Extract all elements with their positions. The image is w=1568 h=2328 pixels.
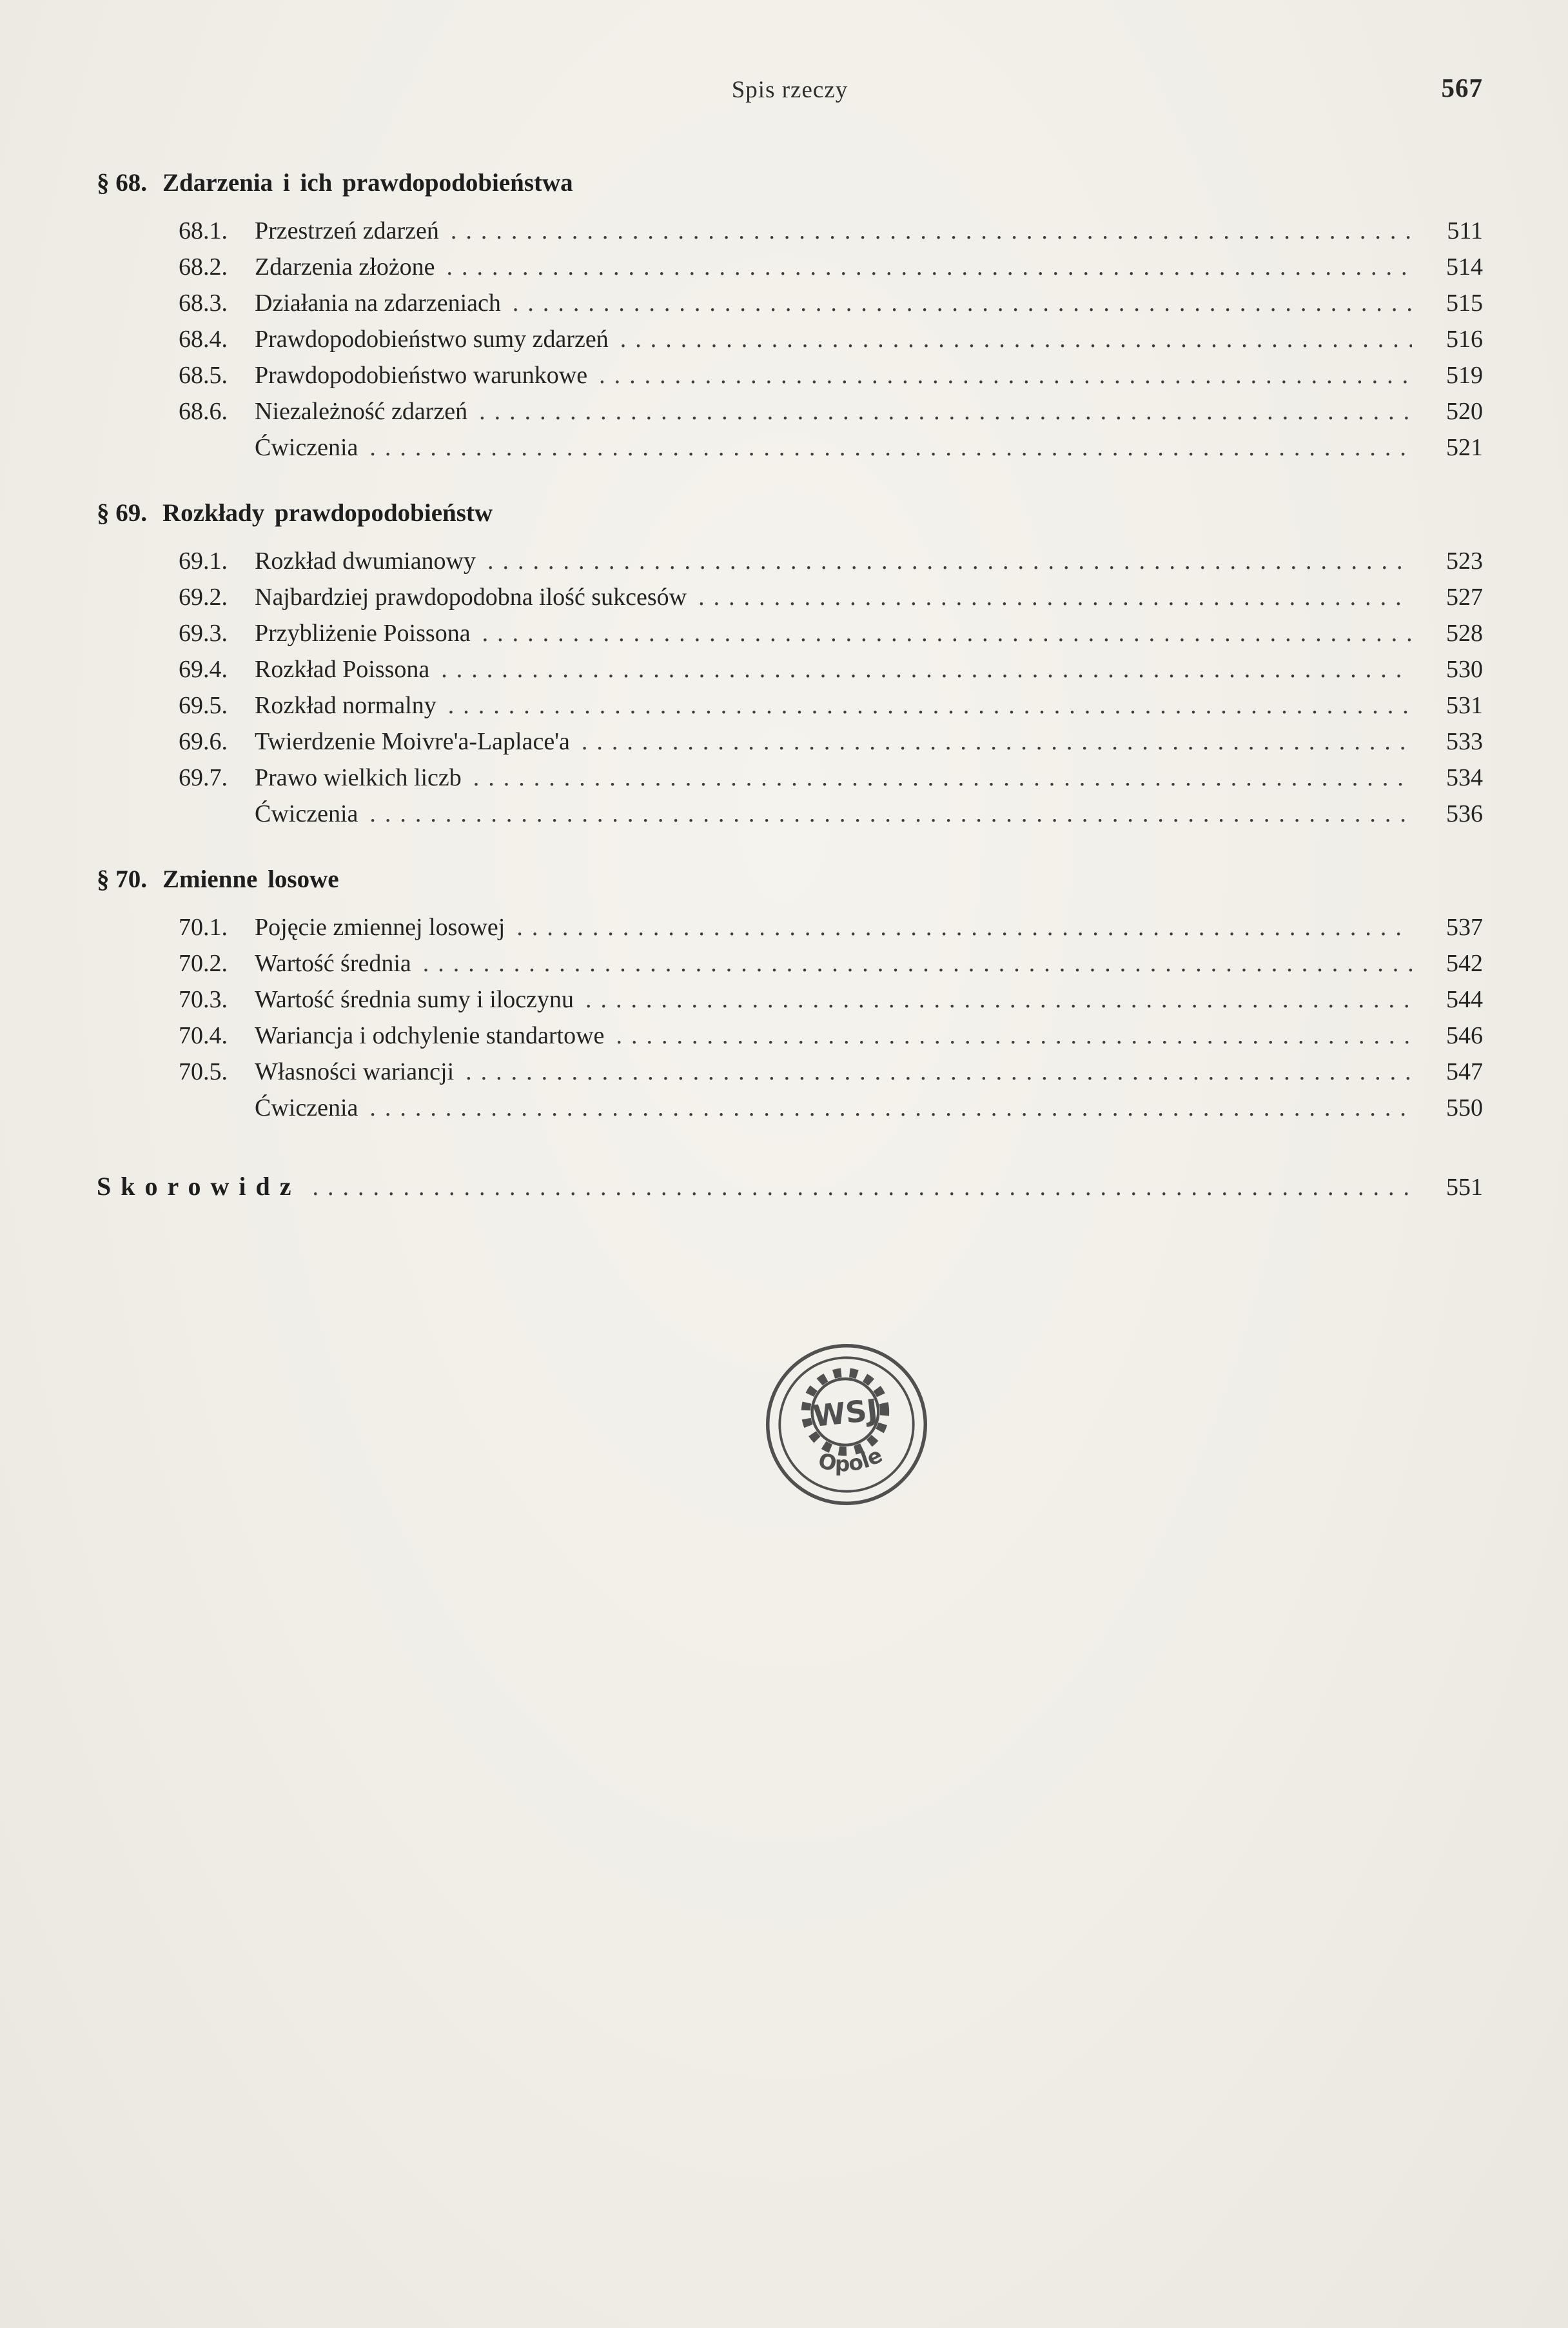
dot-leader [482, 615, 1412, 651]
entry-title: Ćwiczenia [255, 800, 358, 827]
dot-leader [369, 429, 1412, 466]
toc-entry [179, 909, 1483, 945]
entry-page: 515 [1446, 290, 1483, 317]
entry-page: 520 [1446, 398, 1483, 425]
toc-entry [179, 321, 1483, 357]
toc-entry [179, 357, 1483, 393]
entry-title: Ćwiczenia [255, 434, 358, 461]
section-entries [179, 543, 1483, 832]
toc-entry [179, 615, 1483, 651]
entry-page: 533 [1446, 728, 1483, 755]
entry-number: 68.4. [179, 326, 228, 353]
dot-leader [599, 357, 1412, 393]
entry-title: Niezależność zdarzeń [255, 398, 468, 425]
dot-leader [473, 760, 1412, 796]
entry-title: Rozkład normalny [255, 692, 436, 719]
entry-page: 514 [1446, 253, 1483, 281]
toc-entry [179, 249, 1483, 285]
entry-number: 69.1. [179, 547, 228, 575]
entry-page: 519 [1446, 362, 1483, 389]
section-number: § 69. [97, 499, 147, 527]
dot-leader [447, 249, 1412, 285]
entry-title: Ćwiczenia [255, 1094, 358, 1121]
toc-entry [179, 724, 1483, 760]
entry-page: 521 [1446, 434, 1483, 461]
entry-number: 70.1. [179, 914, 228, 941]
dot-leader [582, 724, 1412, 760]
entry-page: 536 [1446, 800, 1483, 827]
entry-page: 534 [1446, 764, 1483, 791]
toc-entry [179, 1018, 1483, 1054]
entry-number: 69.2. [179, 584, 228, 611]
entry-number: 69.6. [179, 728, 228, 755]
running-header [97, 73, 1483, 108]
svg-text:WSJ: WSJ [811, 1392, 879, 1434]
entry-title: Własności wariancji [255, 1058, 455, 1085]
dot-leader [616, 1018, 1412, 1054]
entry-title: Twierdzenie Moivre'a-Laplace'a [255, 728, 570, 755]
dot-leader [423, 945, 1412, 982]
toc-entry [179, 760, 1483, 796]
dot-leader [441, 651, 1412, 687]
index-entry [97, 1169, 1483, 1205]
dot-leader [698, 579, 1412, 615]
entry-number: 68.3. [179, 290, 228, 317]
entry-title: Prawdopodobieństwo warunkowe [255, 362, 588, 389]
entry-title: Zdarzenia złożone [255, 253, 435, 281]
section-entries [179, 909, 1483, 1126]
entry-page: 547 [1446, 1058, 1483, 1085]
entry-page: 537 [1446, 914, 1483, 941]
entry-title: Wartość średnia sumy i iloczynu [255, 986, 574, 1013]
entry-title: Najbardziej prawdopodobna ilość sukcesów [255, 584, 687, 611]
entry-number: 70.2. [179, 950, 228, 977]
entry-number: 69.3. [179, 620, 228, 647]
entry-number: 70.3. [179, 986, 228, 1013]
page-number: 567 [1441, 73, 1483, 103]
toc-section [97, 862, 1483, 1126]
dot-leader [369, 796, 1412, 832]
dot-leader [620, 321, 1412, 357]
section-number: § 70. [97, 865, 147, 893]
entry-title: Rozkład dwumianowy [255, 547, 476, 575]
section-title: Zmienne losowe [162, 865, 339, 893]
entry-page: 527 [1446, 584, 1483, 611]
toc-entry [179, 651, 1483, 687]
entry-number: 69.5. [179, 692, 228, 719]
section-title: Rozkłady prawdopodobieństw [162, 499, 493, 527]
dot-leader [516, 909, 1412, 945]
section-heading [97, 862, 1483, 898]
page-title: Spis rzeczy [731, 77, 848, 103]
entry-page: 544 [1446, 986, 1483, 1013]
entry-title: Wartość średnia [255, 950, 411, 977]
toc [97, 165, 1483, 1126]
entry-page: 530 [1446, 656, 1483, 683]
entry-title: Prawo wielkich liczb [255, 764, 462, 791]
toc-entry [179, 796, 1483, 832]
entry-number: 69.7. [179, 764, 228, 791]
entry-page: 546 [1446, 1022, 1483, 1049]
svg-text:Opole: Opole [816, 1443, 887, 1477]
stamp-graphic [754, 1332, 939, 1517]
toc-entry [179, 543, 1483, 579]
dot-leader [313, 1169, 1412, 1205]
entry-number: 68.1. [179, 217, 228, 244]
entry-title: Przybliżenie Poissona [255, 620, 471, 647]
entry-number: 68.5. [179, 362, 228, 389]
dot-leader [479, 393, 1412, 429]
section-number: § 68. [97, 169, 147, 197]
section-heading [97, 495, 1483, 531]
entry-number: 69.4. [179, 656, 228, 683]
toc-entry [179, 982, 1483, 1018]
entry-page: 516 [1446, 326, 1483, 353]
dot-leader [585, 982, 1412, 1018]
entry-title: Wariancja i odchylenie standartowe [255, 1022, 605, 1049]
entry-title: Prawdopodobieństwo sumy zdarzeń [255, 326, 609, 353]
dot-leader [513, 285, 1412, 321]
section-heading [97, 165, 1483, 201]
dot-leader [466, 1054, 1412, 1090]
entry-title: Przestrzeń zdarzeń [255, 217, 439, 244]
toc-entry [179, 945, 1483, 982]
toc-section [97, 165, 1483, 466]
toc-entry [179, 429, 1483, 466]
section-title: Zdarzenia i ich prawdopodobieństwa [162, 169, 573, 197]
toc-entry [179, 285, 1483, 321]
entry-title: Działania na zdarzeniach [255, 290, 501, 317]
toc-entry [179, 1090, 1483, 1126]
entry-page: 550 [1446, 1094, 1483, 1121]
index-page: 551 [1446, 1174, 1483, 1201]
index-title: Skorowidz [97, 1172, 301, 1201]
toc-section [97, 495, 1483, 832]
entry-page: 523 [1446, 547, 1483, 575]
entry-page: 528 [1446, 620, 1483, 647]
entry-page: 542 [1446, 950, 1483, 977]
entry-page: 531 [1446, 692, 1483, 719]
dot-leader [369, 1090, 1412, 1126]
entry-number: 68.2. [179, 253, 228, 281]
entry-number: 68.6. [179, 398, 228, 425]
entry-number: 70.4. [179, 1022, 228, 1049]
toc-entry [179, 213, 1483, 249]
toc-entry [179, 687, 1483, 724]
dot-leader [448, 687, 1412, 724]
entry-title: Pojęcie zmiennej losowej [255, 914, 505, 941]
dot-leader [451, 213, 1412, 249]
entry-title: Rozkład Poissona [255, 656, 430, 683]
entry-page: 511 [1447, 217, 1483, 244]
library-stamp [754, 1332, 939, 1517]
toc-entry [179, 579, 1483, 615]
toc-entry [179, 393, 1483, 429]
section-entries [179, 213, 1483, 466]
entry-number: 70.5. [179, 1058, 228, 1085]
dot-leader [487, 543, 1412, 579]
toc-entry [179, 1054, 1483, 1090]
